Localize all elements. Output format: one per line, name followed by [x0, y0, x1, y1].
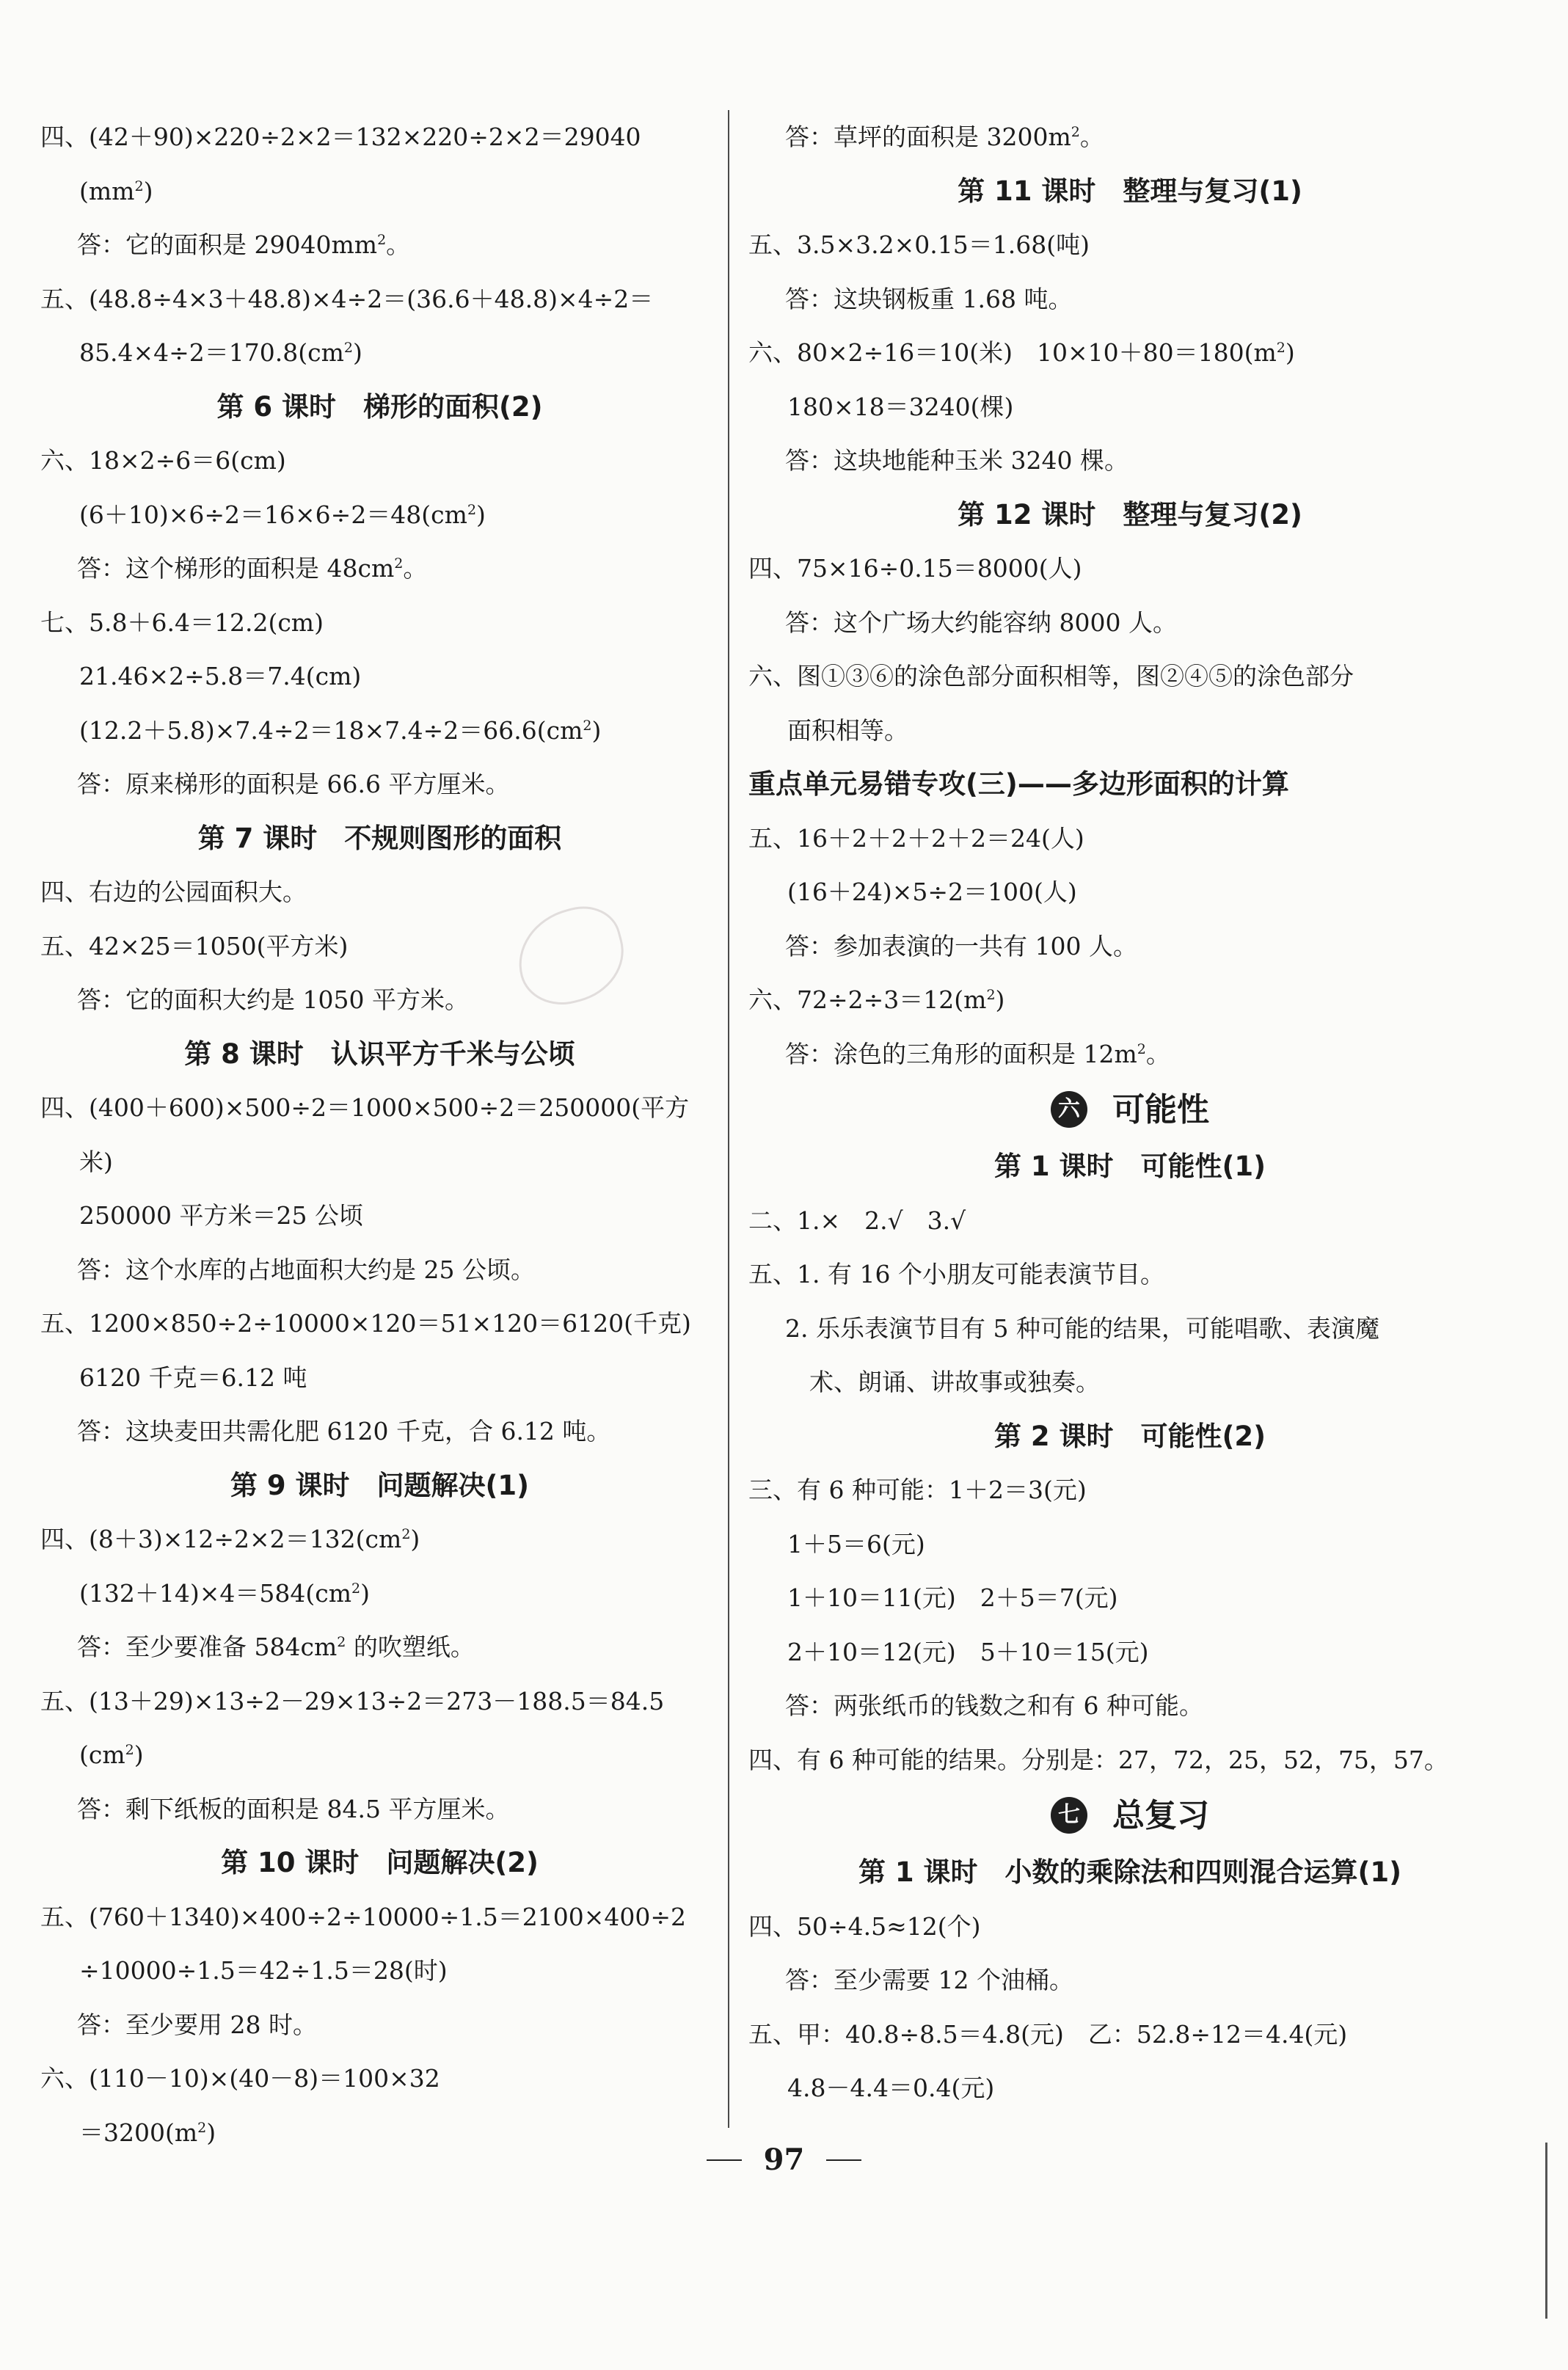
- unit-number-badge: 七: [1051, 1797, 1087, 1834]
- answer-line: 答：它的面积是 $29040mm^2$。: [77, 230, 411, 259]
- answer-line: 五、42×25＝1050(平方米): [40, 931, 349, 960]
- answer-line: $(12.2+5.8)\times 7.4\div 2=18\times 7.4\div 2=66.6(cm^2)$: [79, 715, 602, 745]
- answer-line: 250000 平方米＝25 公顷: [79, 1201, 363, 1230]
- unit-heading: [748, 1787, 1512, 1845]
- answer-line: 米): [79, 1147, 113, 1176]
- answer-line: 六、80×2÷16＝10(米) $10\times 10+80=180(m^2)$: [748, 338, 1295, 367]
- answer-line: 术、朗诵、讲故事或独奏。: [785, 1368, 1100, 1396]
- answer-line: $(132+14)\times 4=584(cm^2)$: [79, 1578, 370, 1608]
- answer-line: 180×18＝3240(棵): [787, 392, 1014, 421]
- answer-line: 1＋10＝11(元) 2＋5＝7(元): [787, 1583, 1118, 1612]
- answer-line: 1＋5＝6(元): [787, 1529, 925, 1558]
- lesson-heading: 第 1 课时 小数的乘除法和四则混合运算(1): [858, 1856, 1402, 1888]
- answer-line: 六、(110－10)×(40－8)＝100×32: [40, 2064, 440, 2093]
- answer-line: 答：两张纸币的钱数之和有 6 种可能。: [785, 1691, 1203, 1720]
- answer-line: 五、甲：40.8÷8.5＝4.8(元) 乙：52.8÷12＝4.4(元): [748, 2019, 1348, 2049]
- answer-line: 答：这块麦田共需化肥 6120 千克，合 6.12 吨。: [77, 1417, 611, 1445]
- answer-line: 七、5.8＋6.4＝12.2(cm): [40, 608, 324, 637]
- answer-line: $(mm^2)$: [79, 176, 153, 205]
- page-number: [0, 2143, 1568, 2177]
- answer-line: 五、16＋2＋2＋2＋2＝24(人): [748, 823, 1084, 853]
- answer-line: 答：它的面积大约是 1050 平方米。: [77, 985, 469, 1014]
- lesson-heading: 第 7 课时 不规则图形的面积: [197, 822, 562, 854]
- right-column: [748, 110, 1512, 2115]
- answer-line: 答：原来梯形的面积是 66.6 平方厘米。: [77, 770, 510, 798]
- answer-line: 五、(48.8÷4×3＋48.8)×4÷2＝(36.6＋48.8)×4÷2＝: [40, 284, 654, 313]
- unit-title: 可能性: [1112, 1091, 1209, 1129]
- answer-line: 五、1200×850÷2÷10000×120＝51×120＝6120(千克): [40, 1309, 691, 1338]
- page-number-value: 97: [763, 2143, 805, 2177]
- answer-line: $=3200(m^2)$: [79, 2118, 216, 2147]
- answer-line: 6120 千克＝6.12 吨: [79, 1363, 307, 1392]
- answer-line: 四、(42＋90)×220÷2×2＝132×220÷2×2＝29040: [40, 123, 641, 151]
- answer-line: 答：这块地能种玉米 3240 棵。: [785, 446, 1128, 475]
- answer-line: 五、(760＋1340)×400÷2÷10000÷1.5＝2100×400÷2: [40, 1902, 687, 1931]
- answer-line: 四、(400＋600)×500÷2＝1000×500÷2＝250000(平方: [40, 1093, 690, 1122]
- answer-line: 4.8－4.4＝0.4(元): [787, 2074, 995, 2102]
- answer-line: 四、有 6 种可能的结果。分别是：27，72，25，52，75，57。: [748, 1745, 1448, 1774]
- answer-line: 答：剩下纸板的面积是 84.5 平方厘米。: [77, 1794, 510, 1823]
- column-divider: [728, 110, 729, 2128]
- answer-line: $(6+10)\times 6\div 2=16\times 6\div 2=48(cm^2)$: [79, 500, 486, 529]
- left-column: [40, 110, 719, 2159]
- lesson-heading: 第 6 课时 梯形的面积(2): [216, 390, 543, 423]
- unit-heading: [748, 1081, 1512, 1140]
- lesson-heading: 第 10 课时 问题解决(2): [221, 1847, 539, 1878]
- lesson-heading: 第 2 课时 可能性(2): [993, 1420, 1266, 1452]
- unit-title: 总复习: [1112, 1797, 1209, 1834]
- answer-line: 答：这个广场大约能容纳 8000 人。: [785, 608, 1177, 637]
- unit-number-badge: 六: [1051, 1091, 1087, 1128]
- answer-line: $85.4\times 4\div 2=170.8(cm^2)$: [79, 338, 362, 367]
- lesson-heading: 第 1 课时 可能性(1): [993, 1151, 1266, 1182]
- answer-line: 四、$(8+3)\times 12\div 2\times 2=132(cm^2)$: [40, 1525, 420, 1553]
- answer-line: $(cm^2)$: [79, 1740, 144, 1769]
- answer-line: 六、$72\div 2\div 3=12(m^2)$: [748, 985, 1005, 1014]
- lesson-heading: 第 12 课时 整理与复习(2): [958, 498, 1302, 530]
- lesson-heading: 第 11 课时 整理与复习(1): [958, 175, 1302, 207]
- answer-line: 四、75×16÷0.15＝8000(人): [748, 554, 1082, 583]
- answer-line: 答：至少需要 12 个油桶。: [785, 1966, 1073, 1994]
- answer-line: 六、18×2÷6＝6(cm): [40, 446, 286, 475]
- answer-line: 五、1. 有 16 个小朋友可能表演节目。: [748, 1260, 1164, 1288]
- answer-line: 答：至少要用 28 时。: [77, 2010, 317, 2039]
- answer-line: 2. 乐乐表演节目有 5 种可能的结果，可能唱歌、表演魔: [785, 1313, 1379, 1343]
- lesson-heading: 重点单元易错专攻(三)——多边形面积的计算: [748, 768, 1289, 800]
- answer-line: 四、右边的公园面积大。: [40, 878, 307, 906]
- lesson-heading: 第 8 课时 认识平方千米与公顷: [184, 1038, 575, 1070]
- answer-line: 六、图①③⑥的涂色部分面积相等，图②④⑤的涂色部分: [748, 662, 1354, 690]
- answer-line: (16＋24)×5÷2＝100(人): [787, 878, 1077, 906]
- answer-line: 四、50÷4.5≈12(个): [748, 1911, 981, 1941]
- answer-line: 五、3.5×3.2×0.15＝1.68(吨): [748, 230, 1090, 259]
- answer-line: 二、1.× 2.√ 3.√: [748, 1206, 966, 1235]
- answer-line: 21.46×2÷5.8＝7.4(cm): [79, 662, 362, 690]
- answer-line: 三、有 6 种可能：1＋2＝3(元): [748, 1476, 1087, 1504]
- answer-line: 答：这个梯形的面积是 $48cm^2$。: [77, 554, 428, 583]
- answer-line: 五、(13＋29)×13÷2－29×13÷2＝273－188.5＝84.5: [40, 1686, 665, 1715]
- answer-line: 答：这个水库的占地面积大约是 25 公顷。: [77, 1255, 535, 1284]
- answer-line: 答：至少要准备 $584cm^2$ 的吹塑纸。: [77, 1633, 475, 1661]
- answer-line: 答：参加表演的一共有 100 人。: [785, 931, 1137, 960]
- lesson-heading: 第 9 课时 问题解决(1): [230, 1469, 530, 1501]
- answer-line: 答：草坪的面积是 $3200m^2$。: [785, 123, 1104, 151]
- answer-line: 面积相等。: [787, 715, 908, 745]
- answer-line: 答：这块钢板重 1.68 吨。: [785, 284, 1073, 313]
- answer-line: ÷10000÷1.5＝42÷1.5＝28(时): [79, 1956, 448, 1985]
- answer-line: 2＋10＝12(元) 5＋10＝15(元): [787, 1637, 1149, 1666]
- answer-line: 答：涂色的三角形的面积是 $12m^2$。: [785, 1039, 1170, 1068]
